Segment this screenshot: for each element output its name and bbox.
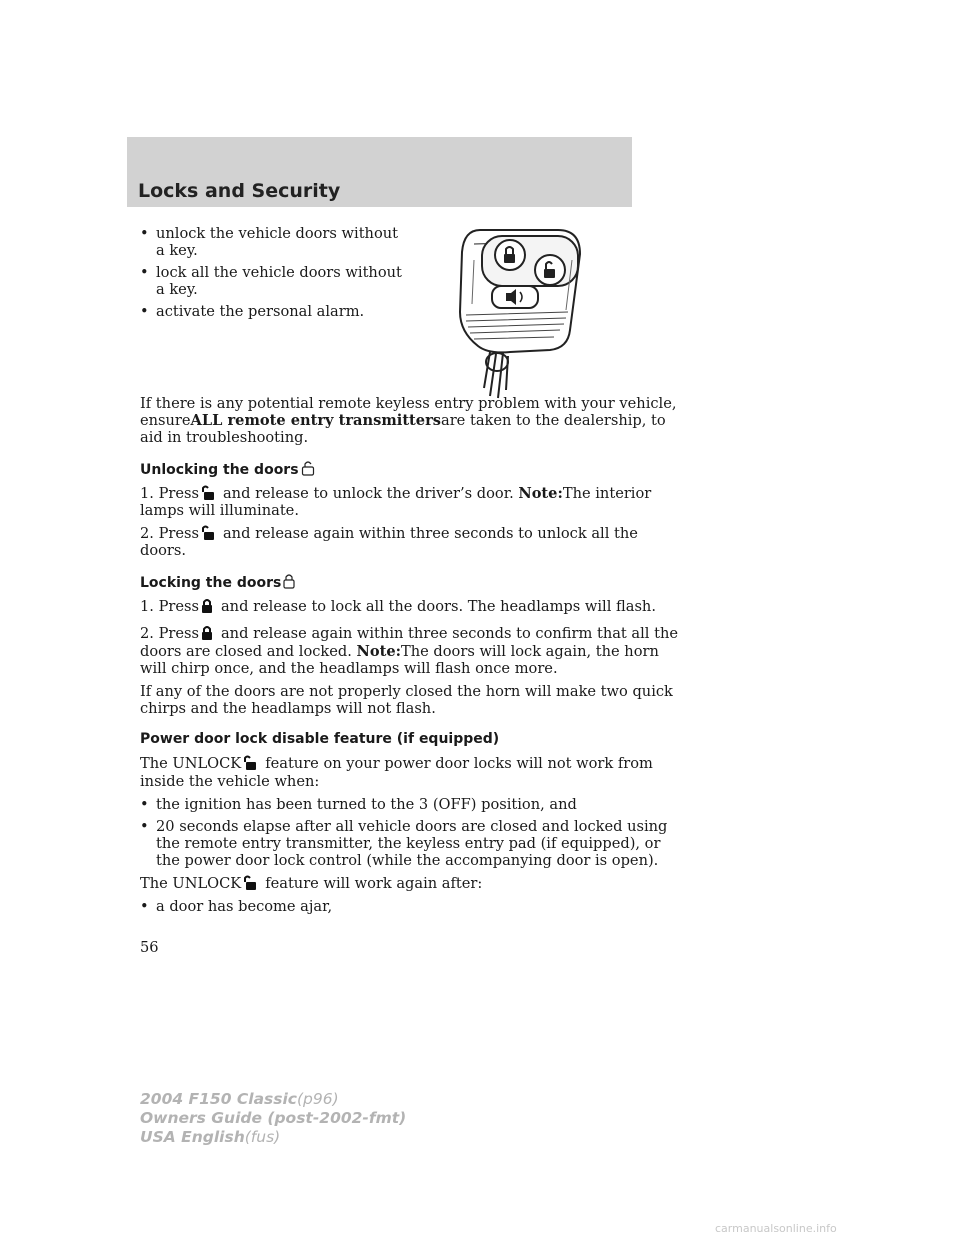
lock-icon xyxy=(283,573,295,589)
locking-paragraph-line-2: chirps and the headlamps will not flash. xyxy=(140,700,436,717)
locking-paragraph-line-1: If any of the doors are not properly closed the horn will make two quick xyxy=(140,683,673,700)
unlocking-step-1: 1. Press and release to unlock the driver’s door. Note:The interior xyxy=(140,485,652,502)
notice-line-1: If there is any potential remote keyless entry problem with your vehicle, xyxy=(140,395,677,412)
unlocking-step-1-cont: lamps will illuminate. xyxy=(140,502,299,519)
unlock-filled-icon xyxy=(243,875,257,890)
lock-filled-icon xyxy=(201,598,213,613)
footer-line-3: USA English(fus) xyxy=(140,1128,281,1146)
footer-line-2: Owners Guide (post-2002-fmt) xyxy=(140,1109,407,1127)
unlocking-step-2: 2. Press and release again within three seconds to unlock all the xyxy=(140,525,638,542)
locking-step-1: 1. Press and release to lock all the doors. The headlamps will flash. xyxy=(140,598,656,615)
locking-heading: Locking the doors xyxy=(140,573,303,592)
locking-step-2-cont: doors are closed and locked. Note:The doors will lock again, the horn xyxy=(140,643,659,660)
page-number: 56 xyxy=(140,939,159,956)
unlock-filled-icon xyxy=(243,755,257,770)
section-header-band xyxy=(127,137,632,207)
watermark: carmanualsonline.info xyxy=(715,1222,837,1235)
footer-line-1: 2004 F150 Classic(p96) xyxy=(140,1090,339,1108)
disable-feature-heading: Power door lock disable feature (if equipped) xyxy=(140,731,500,747)
unlock-filled-icon xyxy=(201,485,215,500)
document-footer xyxy=(140,1090,406,1147)
section-title: Locks and Security xyxy=(138,180,341,202)
unlocking-step-2-cont: doors. xyxy=(140,542,187,559)
unlock-icon xyxy=(301,460,315,476)
locking-step-2: 2. Press and release again within three seconds to confirm that all the xyxy=(140,625,679,642)
key-fob-illustration xyxy=(440,220,595,404)
unlock-filled-icon xyxy=(201,525,215,540)
unlock-again-intro: The UNLOCK feature will work again after: xyxy=(140,875,483,892)
disable-intro: The UNLOCK feature on your power door locks will not work from xyxy=(140,755,653,772)
disable-intro-cont: inside the vehicle when: xyxy=(140,773,320,790)
locking-step-2-cont-2: will chirp once, and the headlamps will flash once more. xyxy=(140,660,558,677)
lock-filled-icon xyxy=(201,625,213,640)
unlocking-heading: Unlocking the doors xyxy=(140,460,323,479)
notice-line-2: ensureALL remote entry transmittersare taken to the dealership, to xyxy=(140,412,666,429)
notice-line-3: aid in troubleshooting. xyxy=(140,429,309,446)
